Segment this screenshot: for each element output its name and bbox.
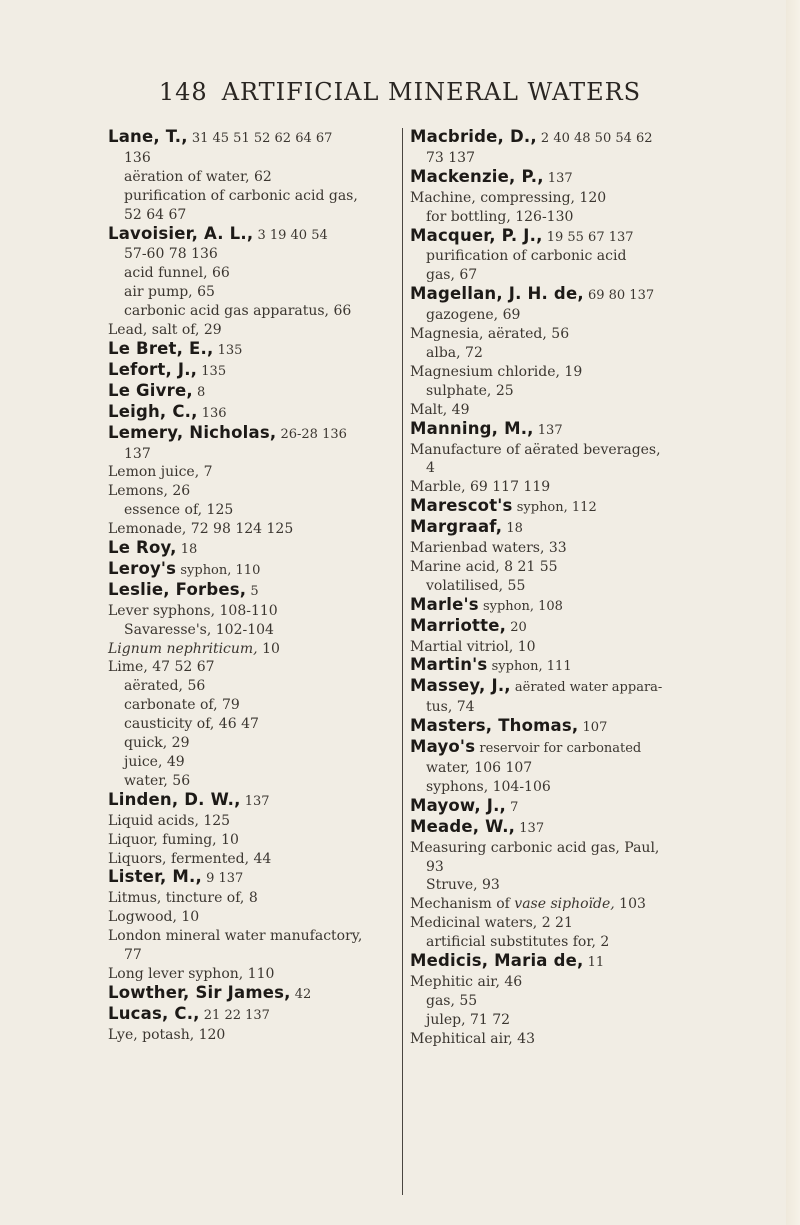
entry-term-italic: Lignum nephriticum, <box>108 640 258 657</box>
entry-text: water, 56 <box>124 772 191 789</box>
entry-text: Mechanism of <box>410 896 515 913</box>
entry-pages: 69 80 137 <box>583 288 655 304</box>
entry-text: 136 <box>124 149 151 166</box>
entry-name: Masters, Thomas, <box>410 716 579 736</box>
entry-pages: 18 <box>502 521 523 537</box>
entry-text: alba, 72 <box>426 344 483 361</box>
index-entry <box>108 482 403 501</box>
entry-pages: 5 <box>246 583 259 599</box>
index-entry <box>108 581 403 602</box>
index-subentry <box>108 445 403 464</box>
entry-pages: syphon, 111 <box>487 659 572 675</box>
entry-name: Mayow, J., <box>410 795 507 815</box>
index-entry <box>410 558 710 577</box>
entry-text: Medicinal waters, 2 21 <box>410 915 573 932</box>
index-entry <box>410 596 710 617</box>
entry-text: carbonate of, 79 <box>124 697 240 714</box>
index-entry <box>410 656 710 677</box>
entry-pages: 8 <box>192 384 206 400</box>
index-subentry <box>410 208 710 227</box>
entry-text: purification of carbonic acid <box>426 248 627 265</box>
entry-text: gas, 67 <box>426 267 478 284</box>
index-entry <box>108 424 403 445</box>
index-subentry <box>410 992 710 1011</box>
index-subentry <box>108 772 403 791</box>
entry-text: 93 <box>426 858 444 875</box>
index-entry <box>108 403 403 424</box>
entry-name: Leslie, Forbes, <box>108 579 247 599</box>
entry-text: Long lever syphon, 110 <box>108 965 275 982</box>
index-entry <box>410 128 710 149</box>
index-subentry <box>108 245 403 264</box>
entry-text: juice, 49 <box>124 754 185 770</box>
entry-text: 57-60 78 136 <box>124 246 218 263</box>
entry-text: gazogene, 69 <box>426 307 521 324</box>
entry-text: Mephitical air, 43 <box>410 1030 535 1047</box>
index-entry <box>410 518 710 539</box>
index-entry <box>410 617 710 638</box>
entry-pages: syphon, 110 <box>176 562 261 578</box>
index-subentry <box>108 696 403 715</box>
index-entry <box>410 973 710 992</box>
entry-text: water, 106 107 <box>426 760 533 776</box>
entry-name: Lucas, C., <box>108 1003 200 1023</box>
index-subentry <box>410 876 710 895</box>
index-subentry <box>108 206 403 225</box>
entry-name: Lavoisier, A. L., <box>108 223 254 243</box>
entry-pages: 137 <box>240 793 270 809</box>
entry-name: Mackenzie, P., <box>410 166 544 186</box>
entry-pages: 3 19 40 54 <box>253 227 328 243</box>
index-subentry <box>108 946 403 965</box>
index-entry <box>410 478 710 497</box>
entry-pages: 42 <box>290 986 312 1002</box>
index-subentry <box>410 778 710 797</box>
entry-name: Lefort, J., <box>108 359 198 379</box>
entry-text: 77 <box>124 947 142 964</box>
entry-text: carbonic acid gas apparatus, 66 <box>124 303 352 320</box>
entry-name: Leigh, C., <box>108 401 198 421</box>
entry-pages: 136 <box>197 405 227 421</box>
index-entry <box>410 189 710 208</box>
entry-name: Marescot's <box>410 496 513 516</box>
entry-text: gas, 55 <box>426 992 478 1009</box>
entry-text: tus, 74 <box>426 699 475 716</box>
page-edge <box>786 0 800 1225</box>
index-entry <box>108 889 403 908</box>
entry-text: Liquors, fermented, 44 <box>108 850 272 867</box>
entry-pages: 21 22 137 <box>199 1007 270 1023</box>
entry-text: 4 <box>426 460 435 477</box>
index-subentry <box>108 283 403 302</box>
index-subentry <box>108 187 403 206</box>
index-entry <box>410 914 710 933</box>
entry-text: Measuring carbonic acid gas, Paul, <box>410 839 660 856</box>
entry-name: Marle's <box>410 594 479 614</box>
index-entry <box>410 952 710 973</box>
entry-text: Magnesia, aërated, 56 <box>410 326 570 343</box>
entry-text: for bottling, 126-130 <box>426 208 574 225</box>
index-entry <box>108 361 403 382</box>
index-entry <box>108 560 403 581</box>
index-subentry <box>410 858 710 877</box>
entry-name: Lane, T., <box>108 127 188 146</box>
index-entry <box>108 831 403 850</box>
entry-pages: 2 40 48 50 54 62 <box>536 131 653 146</box>
entry-text: London mineral water manufactory, <box>108 928 363 945</box>
index-entry <box>108 984 403 1005</box>
entry-text: Lemons, 26 <box>108 483 191 500</box>
entry-text: Marble, 69 117 119 <box>410 479 551 496</box>
entry-text: acid funnel, 66 <box>124 265 230 282</box>
index-subentry <box>410 266 710 285</box>
index-entry <box>410 1030 710 1049</box>
entry-text: Struve, 93 <box>426 877 500 894</box>
entry-pages: 135 <box>213 342 243 358</box>
entry-text: essence of, 125 <box>124 502 234 519</box>
index-entry <box>410 325 710 344</box>
index-entry <box>108 640 403 659</box>
index-entry <box>410 401 710 420</box>
entry-text: sulphate, 25 <box>426 382 514 399</box>
entry-pages: 11 <box>583 955 605 971</box>
entry-text: Liquid acids, 125 <box>108 812 231 829</box>
index-subentry <box>410 149 710 168</box>
entry-name: Le Givre, <box>108 380 193 400</box>
entry-name: Linden, D. W., <box>108 789 241 809</box>
index-subentry <box>410 577 710 596</box>
entry-text: Liquor, fuming, 10 <box>108 831 239 848</box>
entry-text: volatilised, 55 <box>426 577 526 594</box>
entry-pages: 26-28 136 <box>276 426 347 442</box>
index-subentry <box>410 306 710 325</box>
entry-pages: 135 <box>197 363 227 379</box>
entry-text: artificial substitutes for, 2 <box>426 934 610 951</box>
entry-text: quick, 29 <box>124 735 190 752</box>
index-entry <box>410 677 710 698</box>
index-entry <box>108 908 403 927</box>
entry-name: Massey, J., <box>410 676 511 696</box>
index-entry <box>108 340 403 361</box>
entry-pages: 137 <box>515 820 545 836</box>
entry-name: Le Roy, <box>108 538 177 558</box>
entry-name: Lemery, Nicholas, <box>108 422 277 442</box>
entry-term-italic: vase siphoïde, <box>514 896 615 913</box>
index-column-left <box>108 128 403 1045</box>
entry-pages: 103 <box>614 896 646 913</box>
index-entry <box>410 797 710 818</box>
entry-text: Marine acid, 8 21 55 <box>410 558 558 575</box>
entry-text: 137 <box>124 445 151 462</box>
entry-pages: 107 <box>578 720 608 736</box>
index-entry <box>410 717 710 738</box>
entry-name: Medicis, Maria de, <box>410 951 584 971</box>
index-entry <box>108 463 403 482</box>
entry-name: Le Bret, E., <box>108 338 214 358</box>
entry-text: Lemonade, 72 98 124 125 <box>108 521 294 538</box>
entry-text: causticity of, 46 47 <box>124 716 259 733</box>
index-entry <box>108 1005 403 1026</box>
index-subentry <box>410 759 710 778</box>
index-subentry <box>108 501 403 520</box>
index-subentry <box>108 621 403 640</box>
entry-text: Litmus, tincture of, 8 <box>108 890 258 907</box>
index-subentry <box>410 247 710 266</box>
entry-text: Lever syphons, 108-110 <box>108 602 278 619</box>
entry-name: Marriotte, <box>410 615 507 635</box>
entry-text: purification of carbonic acid gas, <box>124 187 358 204</box>
entry-pages: 19 55 67 137 <box>542 229 634 245</box>
index-entry <box>410 363 710 382</box>
index-entry <box>410 285 710 306</box>
entry-name: Leroy's <box>108 558 177 578</box>
index-subentry <box>410 382 710 401</box>
index-entry <box>410 895 710 914</box>
index-entry <box>410 818 710 839</box>
entry-text: Magnesium chloride, 19 <box>410 363 583 380</box>
entry-name: Manning, M., <box>410 418 534 438</box>
index-column-right <box>410 128 710 1049</box>
index-entry <box>108 520 403 539</box>
entry-text: Marienbad waters, 33 <box>410 540 567 557</box>
entry-pages: 10 <box>257 640 280 657</box>
entry-text: Lye, potash, 120 <box>108 1026 226 1043</box>
entry-text: Logwood, 10 <box>108 909 200 926</box>
entry-pages: syphon, 112 <box>512 500 597 516</box>
entry-text: Lemon juice, 7 <box>108 464 213 481</box>
index-subentry <box>108 753 403 772</box>
index-subentry <box>410 344 710 363</box>
index-entry <box>410 497 710 518</box>
entry-text: air pump, 65 <box>124 284 215 301</box>
index-subentry <box>410 698 710 717</box>
index-subentry <box>410 1011 710 1030</box>
entry-pages: 18 <box>176 542 198 558</box>
index-entry <box>108 539 403 560</box>
entry-text: Mephitic air, 46 <box>410 973 523 990</box>
index-subentry <box>108 168 403 187</box>
entry-name: Macquer, P. J., <box>410 225 543 245</box>
index-entry <box>108 382 403 403</box>
index-subentry <box>108 734 403 753</box>
entry-text: aëration of water, 62 <box>124 168 272 185</box>
entry-pages: 9 137 <box>201 871 244 887</box>
entry-name: Lowther, Sir James, <box>108 982 291 1002</box>
index-subentry <box>108 715 403 734</box>
index-entry <box>108 128 403 149</box>
entry-pages: 20 <box>506 619 527 635</box>
entry-text: 73 137 <box>426 149 475 166</box>
index-entry <box>108 868 403 889</box>
entry-pages: syphon, 108 <box>478 598 563 614</box>
entry-text: Lime, 47 52 67 <box>108 659 215 676</box>
index-entry <box>410 168 710 189</box>
entry-pages: 137 <box>543 170 573 186</box>
index-entry <box>108 965 403 984</box>
index-subentry <box>410 933 710 952</box>
index-entry <box>108 1026 403 1045</box>
index-entry <box>108 791 403 812</box>
entry-pages: 137 <box>533 422 563 438</box>
index-entry <box>108 602 403 621</box>
index-entry <box>410 839 710 858</box>
entry-text: aërated, 56 <box>124 678 206 695</box>
entry-text: Martial vitriol, 10 <box>410 638 536 655</box>
running-header <box>0 78 800 106</box>
index-entry <box>108 850 403 869</box>
entry-pages: reservoir for carbonated <box>475 741 642 757</box>
entry-name: Mayo's <box>410 737 476 757</box>
index-entry <box>410 638 710 657</box>
page-number: 148 <box>158 78 208 106</box>
entry-text: Manufacture of aërated beverages, <box>410 441 661 458</box>
entry-name: Lister, M., <box>108 867 202 887</box>
index-entry <box>410 738 710 759</box>
entry-name: Meade, W., <box>410 816 516 836</box>
entry-name: Martin's <box>410 655 488 675</box>
page-title: ARTIFICIAL MINERAL WATERS <box>221 78 642 106</box>
entry-text: Lead, salt of, 29 <box>108 322 222 339</box>
index-subentry <box>108 149 403 168</box>
entry-name: Macbride, D., <box>410 127 537 146</box>
entry-pages: 31 45 51 52 62 64 67 <box>187 131 333 146</box>
index-entry <box>108 658 403 677</box>
entry-name: Magellan, J. H. de, <box>410 284 584 304</box>
index-entry <box>410 227 710 248</box>
entry-text: Savaresse's, 102-104 <box>124 621 274 638</box>
entry-text: julep, 71 72 <box>426 1011 511 1028</box>
entry-text: Machine, compressing, 120 <box>410 189 607 206</box>
index-entry <box>410 441 710 460</box>
entry-pages: aërated water appara- <box>510 680 663 696</box>
index-entry <box>410 420 710 441</box>
index-subentry <box>108 302 403 321</box>
entry-text: Malt, 49 <box>410 401 470 418</box>
index-subentry <box>108 264 403 283</box>
index-entry <box>410 539 710 558</box>
index-entry <box>108 927 403 946</box>
index-subentry <box>108 677 403 696</box>
index-entry <box>108 321 403 340</box>
entry-text: 52 64 67 <box>124 206 187 223</box>
entry-name: Margraaf, <box>410 517 503 537</box>
entry-text: syphons, 104-106 <box>426 778 551 795</box>
index-subentry <box>410 459 710 478</box>
entry-pages: 7 <box>506 799 519 815</box>
index-entry <box>108 812 403 831</box>
index-entry <box>108 225 403 246</box>
